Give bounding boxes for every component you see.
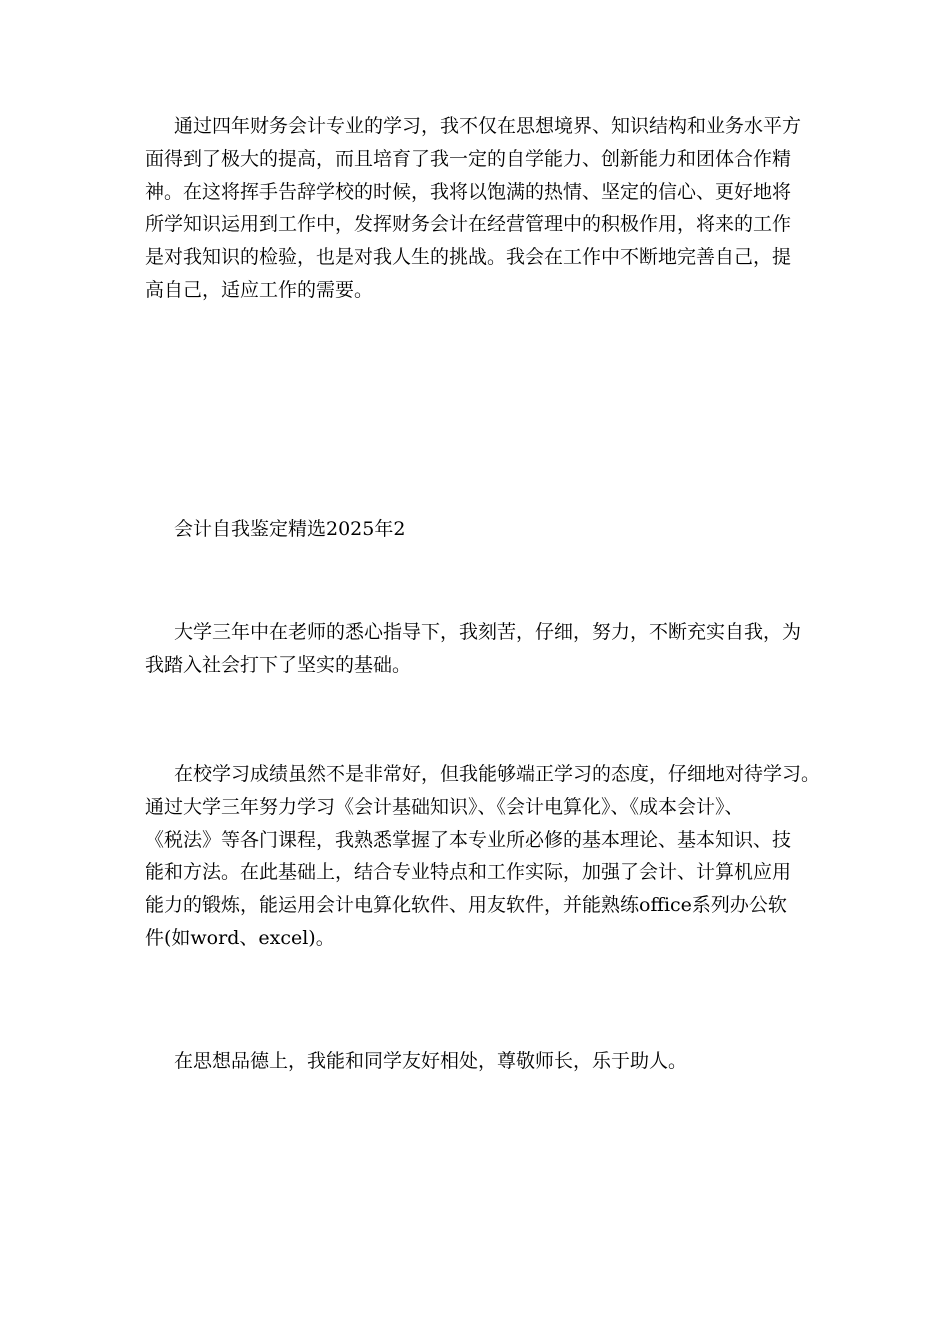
text-line: 所学知识运用到工作中，发挥财务会计在经营管理中的积极作用，将来的工作 <box>145 213 792 236</box>
paragraph-study-summary <box>145 110 815 307</box>
text-line: 面得到了极大的提高，而且培育了我一定的自学能力、创新能力和团体合作精 <box>145 147 792 170</box>
text-line: 通过大学三年努力学习《会计基础知识》、《会计电算化》、《成本会计》、 <box>145 795 744 818</box>
text-line: 在思想品德上，我能和同学友好相处，尊敬师长，乐于助人。 <box>174 1050 688 1072</box>
section-title: 会计自我鉴定精选2025年2 <box>174 518 406 540</box>
text-line: 在校学习成绩虽然不是非常好，但我能够端正学习的态度，仔细地对待学习。 <box>174 763 821 785</box>
paragraph-moral-character <box>145 1045 815 1078</box>
text-line: 件(如word、excel)。 <box>145 926 335 949</box>
text-line: 《税法》等各门课程，我熟悉掌握了本专业所必修的基本理论、基本知识、技 <box>145 828 792 851</box>
section-heading <box>145 513 815 546</box>
paragraph-academic-performance <box>145 758 821 955</box>
text-line: 是对我知识的检验，也是对我人生的挑战。我会在工作中不断地完善自己，提 <box>145 246 792 269</box>
text-line: 神。在这将挥手告辞学校的时候，我将以饱满的热情、坚定的信心、更好地将 <box>145 180 792 203</box>
text-line: 高自己，适应工作的需要。 <box>145 278 374 301</box>
paragraph-university-guidance <box>145 616 815 682</box>
text-line: 能力的锻炼，能运用会计电算化软件、用友软件，并能熟练office系列办公软 <box>145 894 787 917</box>
text-line: 大学三年中在老师的悉心指导下，我刻苦，仔细，努力，不断充实自我，为 <box>174 621 802 643</box>
text-line: 我踏入社会打下了坚实的基础。 <box>145 653 412 676</box>
text-line: 能和方法。在此基础上，结合专业特点和工作实际，加强了会计、计算机应用 <box>145 861 792 884</box>
text-line: 通过四年财务会计专业的学习，我不仅在思想境界、知识结构和业务水平方 <box>174 115 802 137</box>
